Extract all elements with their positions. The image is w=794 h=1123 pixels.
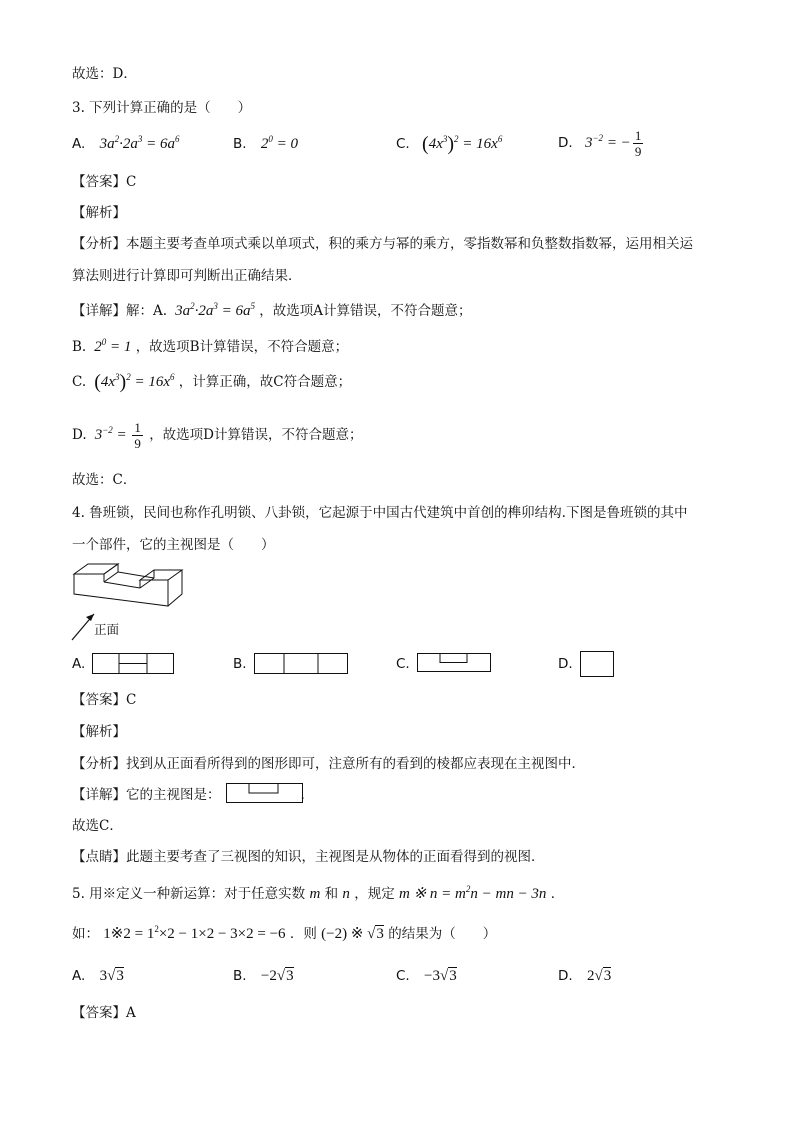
answer-line-q2: 故选：D． [72,66,137,82]
q3-detail-a-tail: ，故选项A计算错误，不符合题意； [259,303,472,319]
q4-detail-text: 【详解】它的主视图是： [72,787,221,803]
q3-detail-c [72,372,351,392]
q5-var-m: m [309,886,321,902]
q3-detail-b [72,337,348,357]
q5-option-b-label: B. [233,968,247,984]
q5-example-lead: 如： [72,926,99,942]
q3-detail-c-expr: $(4x^3)^2 = 16x^6$ [94,371,175,393]
q3-choose: 故选：C． [72,472,137,488]
q3-detail-d-lead: D. [72,426,87,443]
q3-analysis-heading: 【解析】 [72,205,126,221]
q5-stem-part2: 和 [324,886,339,902]
q3-option-d[interactable] [558,128,645,159]
q4-option-d-label: D. [558,656,573,672]
q4-option-b-figure [254,653,348,675]
q5-option-d-expr: 2√3 [586,968,612,984]
q3-option-d-label: D. [558,134,573,151]
q3-option-b[interactable] [233,134,298,154]
q5-definition: m ※ $n = m^2n$ − mn − 3n [399,884,547,902]
q5-example: 1※2 = $1^2\times 2 - 1\times 2 - 3\times 2 = -6$ [103,924,286,942]
q5-option-d-label: D. [558,968,573,984]
q4-answer: 【答案】C [72,692,137,708]
q3-detail-c-lead: C. [72,374,87,390]
q4-option-a-figure [92,653,174,675]
q4-option-b-label: B. [233,656,247,672]
q5-ask-expr: (−2) ※ √3 [321,926,384,942]
q3-detail-b-lead: B. [72,339,87,355]
q4-analysis: 【分析】找到从正面看所得到的图形即可，注意所有的看到的棱都应表现在主视图中． [72,756,585,772]
q4-detail-period: . [300,787,305,803]
q4-detail-front-view [226,783,304,805]
q5-option-c[interactable] [396,966,457,986]
q5-stem-part3: ，规定 [354,886,395,902]
q3-option-b-expr: $2^0 = 0$ [260,134,298,152]
q3-detail-a-lead: 【详解】解：A. [72,303,168,319]
front-label: 正面 [94,622,120,637]
q3-detail-b-tail: ，故选项B计算错误，不符合题意； [135,339,349,355]
q3-detail-c-tail: ，计算正确，故C符合题意； [178,374,352,390]
q3-detail-a [72,301,472,321]
q3-detail-a-expr: $3a^2\cdot 2a^3 = 6a^5$ [171,301,255,319]
q4-option-d[interactable] [558,654,573,674]
question-5-stem-1: 5. 用※定义一种新运算：对于任意实数 m 和 n ，规定 m ※ $n = m^2n$ − mn − 3n ． [72,884,565,902]
q3-analysis-2: 算法则进行计算即可判断出正确结果． [72,268,302,284]
q5-option-d[interactable] [558,966,611,986]
q3-answer: 【答案】C [72,174,137,190]
question-4-stem-2: 一个部件，它的主视图是（ ） [72,537,275,553]
q5-var-n: n [342,886,350,902]
q3-detail-b-expr: $2^0 = 1$ [90,337,132,355]
q3-analysis-1: 【分析】本题主要考查单项式乘以单项式，积的乘方与幂的乘方，零指数幂和负整数指数幂，运用相关运 [72,236,693,252]
q3-detail-d-expr: $3^{-2}$ = $\frac{1}{9}$ [90,420,141,451]
q5-option-a[interactable] [72,966,124,986]
q5-option-b[interactable] [233,966,294,986]
q5-option-a-expr: 3√3 [99,968,124,984]
q3-detail-d-tail: ，故选项D计算错误，不符合题意； [149,426,363,443]
q5-option-c-expr: −3√3 [424,968,457,984]
q4-choose: 故选C． [72,818,123,834]
q3-option-a-label: A. [72,136,86,152]
q5-stem-part1: 5. 用※定义一种新运算：对于任意实数 [72,886,306,902]
q5-option-b-expr: −2√3 [260,968,294,984]
q4-option-a[interactable] [72,654,85,674]
q3-option-c[interactable] [396,134,502,154]
q4-option-c[interactable] [396,654,410,674]
q5-answer: 【答案】A [72,1005,136,1021]
question-3-stem: 3. 下列计算正确的是（ ） [72,100,252,116]
q5-option-a-label: A. [72,968,86,984]
question-4-stem-1: 4. 鲁班锁，民间也称作孔明锁、八卦锁，它起源于中国古代建筑中首创的榫卯结构.下图是鲁班锁的其中 [72,505,688,521]
q4-analysis-heading: 【解析】 [72,724,126,740]
q3-option-d-expr: $3^{-2}$ = − $\frac{1}{9}$ [584,128,642,159]
q3-option-c-expr: $(4x^3)^2 = 16x^6$ [422,133,503,155]
q4-option-c-label: C. [396,656,410,672]
q4-option-c-figure [417,653,491,673]
q3-option-a[interactable] [72,134,179,154]
question-5-stem-2 [72,924,496,944]
q4-remark: 【点睛】此题主要考查了三视图的知识，主视图是从物体的正面看得到的视图． [72,849,545,865]
q5-option-c-label: C. [396,968,410,984]
q3-option-a-expr: $3a^2\cdot 2a^3 = 6a^6$ [99,134,180,152]
luban-lock-figure [66,560,196,650]
q5-example-then: ．则 [289,926,317,942]
q3-option-b-label: B. [233,136,247,152]
q4-option-a-label: A. [72,656,86,672]
q4-option-b[interactable] [233,654,247,674]
q3-detail-d [72,420,363,451]
q4-option-d-figure [580,651,614,677]
q5-ask-tail: 的结果为（ ） [388,926,497,942]
q3-option-c-label: C. [396,136,410,152]
